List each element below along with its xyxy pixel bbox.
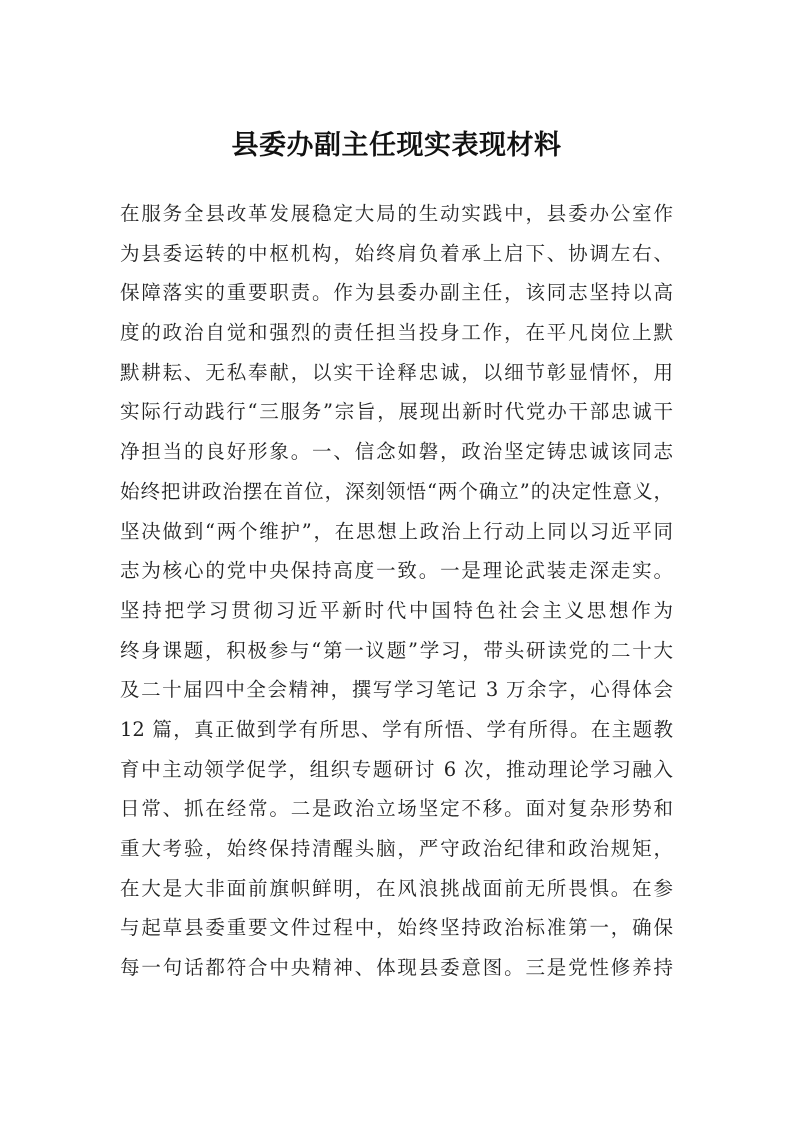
body-line: 与起草县委重要文件过程中，始终坚持政治标准第一，确保 [120,916,673,940]
body-line: 度的政治自觉和强烈的责任担当投身工作，在平凡岗位上默 [120,321,673,345]
document-title: 县委办副主任现实表现材料 [231,130,562,161]
body-line: 日常、抓在经常。二是政治立场坚定不移。面对复杂形势和 [120,797,673,821]
body-line: 始终把讲政治摆在首位，深刻领悟“两个确立”的决定性意义， [120,479,673,503]
body-line: 终身课题，积极参与“第一议题”学习，带头研读党的二十大 [120,638,673,662]
body-line: 在大是大非面前旗帜鲜明，在风浪挑战面前无所畏惧。在参 [120,876,673,900]
body-line: 为县委运转的中枢机构，始终肩负着承上启下、协调左右、 [120,241,673,265]
body-line: 坚持把学习贯彻习近平新时代中国特色社会主义思想作为 [120,598,673,622]
body-line: 净担当的良好形象。一、信念如磐，政治坚定铸忠诚该同志 [120,440,673,464]
body-line: 实际行动践行“三服务”宗旨，展现出新时代党办干部忠诚干 [120,400,673,424]
body-line: 志为核心的党中央保持高度一致。一是理论武装走深走实。 [120,559,673,583]
body-line: 在服务全县改革发展稳定大局的生动实践中，县委办公室作 [120,202,673,225]
document-body [120,194,673,988]
body-line: 保障落实的重要职责。作为县委办副主任，该同志坚持以高 [120,281,673,305]
body-line: 默耕耘、无私奉献，以实干诠释忠诚，以细节彰显情怀，用 [120,360,673,384]
body-line: 每一句话都符合中央精神、体现县委意图。三是党性修养持 [120,956,673,980]
body-line: 坚决做到“两个维护”，在思想上政治上行动上同以习近平同 [120,519,673,543]
body-line: 育中主动领学促学，组织专题研讨 6 次，推动理论学习融入 [120,757,673,781]
body-line: 12 篇，真正做到学有所思、学有所悟、学有所得。在主题教 [120,717,673,741]
body-line: 及二十届四中全会精神，撰写学习笔记 3 万余字，心得体会 [120,678,673,702]
body-line: 重大考验，始终保持清醒头脑，严守政治纪律和政治规矩， [120,837,673,860]
